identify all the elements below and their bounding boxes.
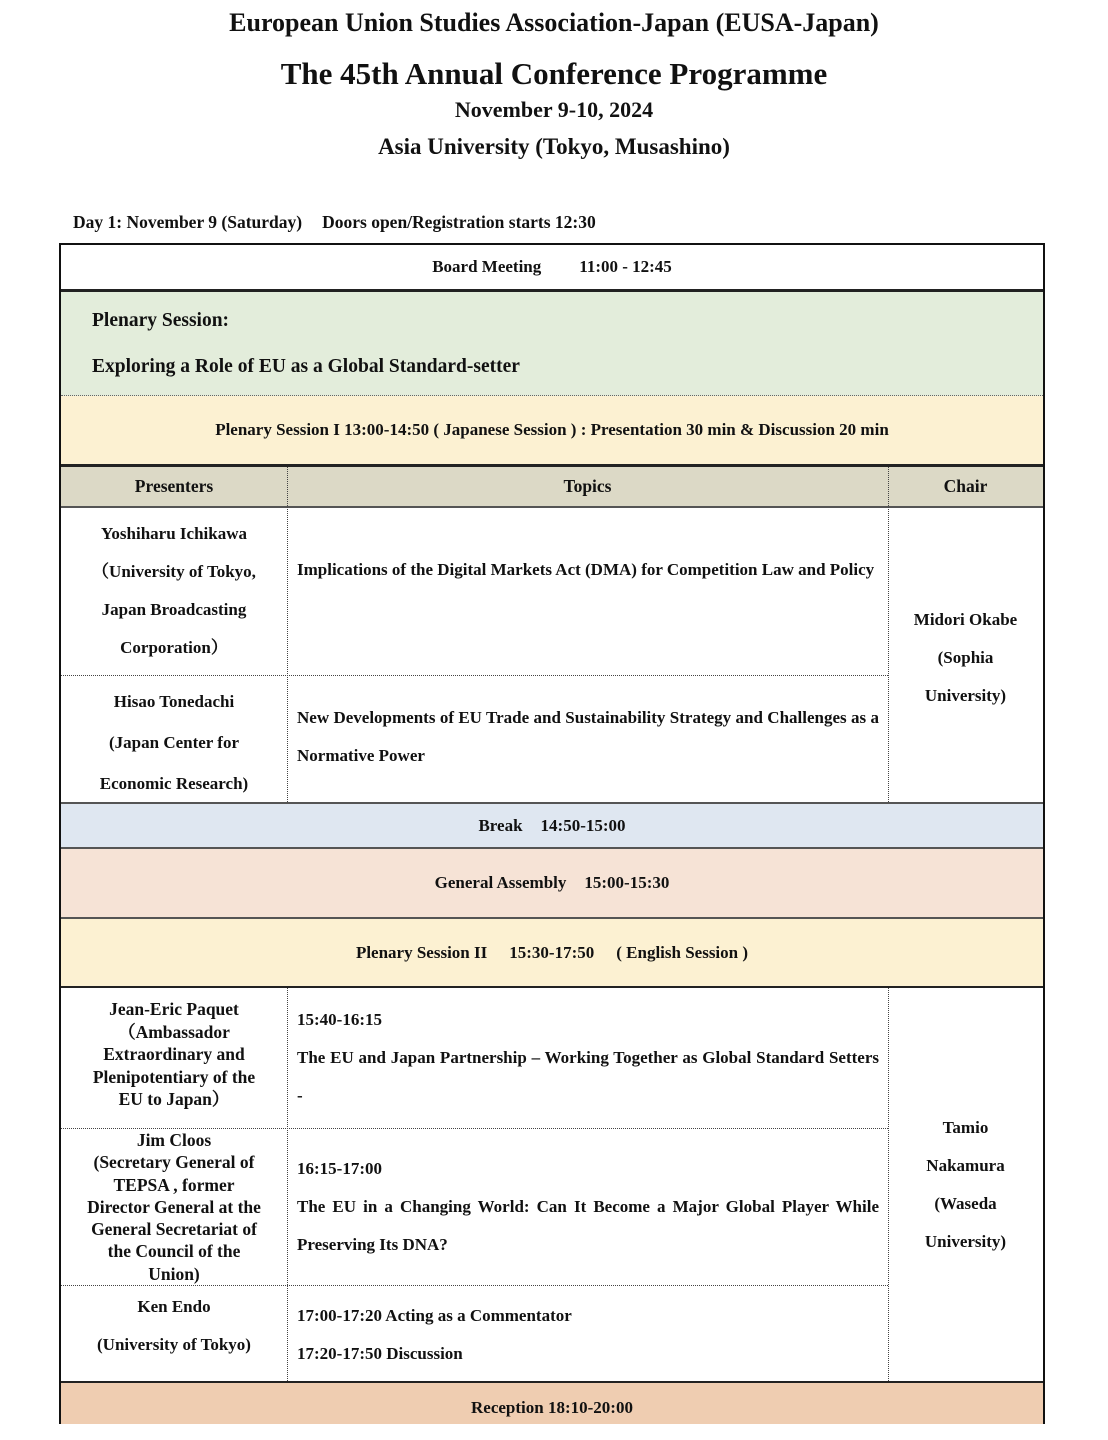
presenter-endo — [61, 1288, 287, 1364]
presenter-affiliation: (Secretary General of — [93, 1152, 255, 1173]
session1-heading-row — [61, 396, 1043, 467]
day-heading — [73, 212, 596, 233]
board-meeting-row — [61, 245, 1043, 292]
session2-time: 15:30-17:50 — [509, 942, 595, 962]
presenter-affiliation: Japan Broadcasting — [101, 600, 247, 619]
presenter-affiliation: (University of Tokyo) — [97, 1335, 251, 1354]
programme-table — [59, 243, 1045, 1424]
presenter-name: Jean-Eric Paquet — [109, 999, 239, 1019]
row-divider — [61, 1285, 888, 1286]
session2-talk-1 — [297, 1001, 879, 1115]
presenter-affiliation: EU to Japan） — [118, 1089, 230, 1109]
discussion-slot: 17:20-17:50 Discussion — [297, 1344, 463, 1363]
day-label: Day 1: November 9 (Saturday) — [73, 212, 303, 232]
break-label: Break — [478, 815, 523, 835]
presenter-affiliation: General Secretariat of — [91, 1219, 257, 1240]
reception-label: Reception 18:10-20:00 — [471, 1398, 633, 1417]
session2-commentary — [297, 1297, 879, 1373]
board-meeting-label: Board Meeting — [432, 257, 542, 276]
chair-name: Tamio — [942, 1118, 989, 1137]
chair-name: Midori Okabe — [913, 610, 1018, 629]
presenter-tonedachi — [61, 681, 287, 804]
plenary-theme-title: Exploring a Role of EU as a Global Standard-setter — [92, 356, 520, 377]
chair-name: Nakamura — [926, 1156, 1005, 1175]
board-meeting-time: 11:00 - 12:45 — [579, 257, 672, 276]
session2-heading-row — [61, 919, 1043, 988]
chair-nakamura — [888, 1109, 1043, 1261]
presenter-affiliation: （Ambassador — [118, 1021, 230, 1042]
presenter-affiliation: Plenipotentiary of the — [92, 1066, 256, 1087]
session2-language: ( English Session ) — [616, 942, 749, 962]
presenter-affiliation: TEPSA , former — [113, 1174, 235, 1195]
presenter-affiliation: (Japan Center for — [109, 733, 239, 752]
session2-talk-2 — [297, 1150, 879, 1264]
general-assembly-label: General Assembly — [434, 873, 567, 892]
presenter-name: Yoshiharu Ichikawa — [101, 524, 247, 543]
column-divider — [287, 988, 288, 1381]
column-header-topics: Topics — [563, 476, 612, 496]
presenter-affiliation: Union) — [148, 1263, 200, 1284]
conference-dates: November 9-10, 2024 — [454, 97, 654, 122]
presenter-affiliation: Corporation） — [120, 638, 228, 657]
general-assembly-time: 15:00-15:30 — [584, 873, 670, 892]
column-header-chair: Chair — [943, 476, 988, 496]
presenter-affiliation: （University of Tokyo, — [92, 562, 256, 581]
talk-time: 15:40-16:15 — [297, 1010, 382, 1029]
column-divider — [287, 467, 288, 802]
topic-trade-sustainability: New Developments of EU Trade and Sustainability Strategy and Challenges as a Normative Power — [297, 708, 879, 765]
plenary-theme-row — [61, 292, 1043, 396]
column-header-presenters: Presenters — [134, 476, 214, 496]
chair-affiliation: (Sophia — [937, 648, 994, 667]
break-row — [61, 802, 1043, 849]
presenter-affiliation: Economic Research) — [99, 774, 249, 793]
conference-venue: Asia University (Tokyo, Musashino) — [378, 134, 730, 159]
chair-affiliation: University) — [924, 686, 1007, 705]
presenter-affiliation: Extraordinary and — [103, 1044, 245, 1064]
column-header-row — [61, 467, 1043, 508]
row-divider — [61, 675, 888, 676]
topic-dma: Implications of the Digital Markets Act (DMA) for Competition Law and Policy — [297, 560, 875, 579]
presenter-cloos — [61, 1129, 287, 1285]
break-time: 14:50-15:00 — [540, 815, 626, 835]
presenter-ichikawa — [61, 515, 287, 667]
presenter-name: Hisao Tonedachi — [113, 692, 235, 711]
session2-label: Plenary Session II — [355, 942, 488, 962]
reception-row — [61, 1381, 1043, 1424]
plenary-theme-label: Plenary Session: — [92, 310, 230, 331]
general-assembly-row — [61, 849, 1043, 919]
presenter-name: Ken Endo — [137, 1297, 211, 1316]
presenter-paquet — [61, 998, 287, 1111]
talk-title: The EU in a Changing World: Can It Become a Major Global Player While Preserving Its DNA? — [297, 1197, 879, 1254]
chair-affiliation: (Waseda — [934, 1194, 997, 1213]
talk-time: 16:15-17:00 — [297, 1159, 382, 1178]
chair-okabe — [888, 601, 1043, 715]
chair-affiliation: University) — [924, 1232, 1007, 1251]
conference-title: The 45th Annual Conference Programme — [280, 56, 828, 91]
presenter-affiliation: Director General at the — [87, 1196, 261, 1217]
talk-title: The EU and Japan Partnership – Working Together as Global Standard Setters - — [297, 1048, 879, 1105]
registration-note: Doors open/Registration starts 12:30 — [322, 212, 596, 232]
commentator-slot: 17:00-17:20 Acting as a Commentator — [297, 1306, 572, 1325]
session1-heading: Plenary Session I 13:00-14:50 ( Japanese Session ) : Presentation 30 min & Discussion 20 min — [215, 420, 889, 439]
organization-title: European Union Studies Association-Japan (EUSA-Japan) — [229, 8, 879, 37]
presenter-name: Jim Cloos — [136, 1130, 212, 1150]
presenter-affiliation: the Council of the — [107, 1241, 241, 1262]
